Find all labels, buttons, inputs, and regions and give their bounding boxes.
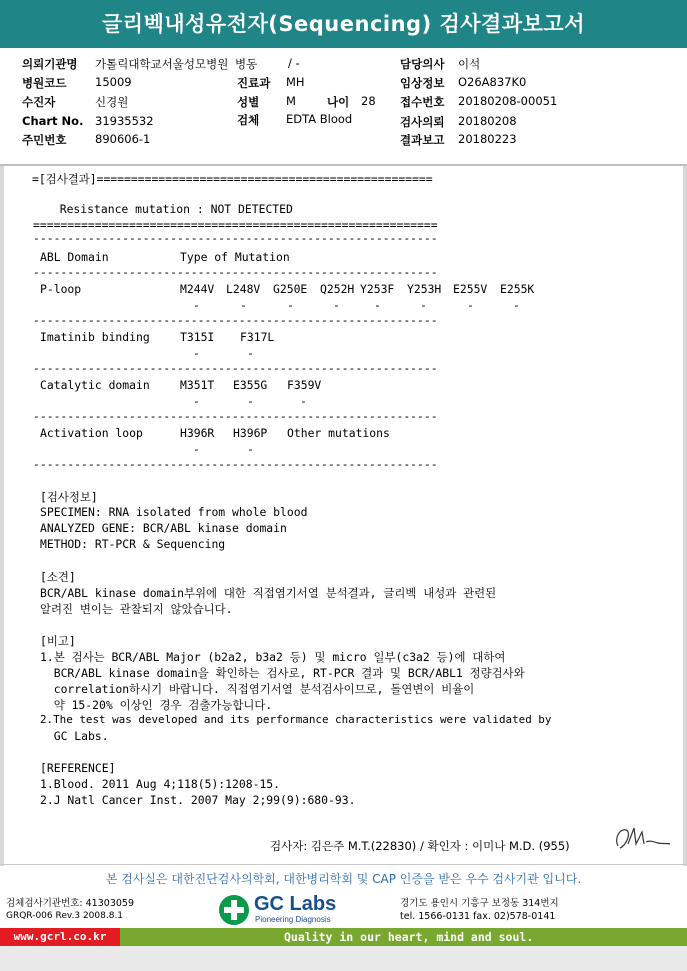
domain-imatinib-binding: Imatinib binding bbox=[40, 330, 150, 344]
specimen-label: 검체 bbox=[237, 113, 260, 127]
mutation-result-dash: - bbox=[193, 346, 200, 360]
mutation-result-dash: - bbox=[240, 298, 247, 312]
mutation-name: H396P bbox=[233, 426, 268, 440]
info-line: METHOD: RT-PCR & Sequencing bbox=[40, 537, 226, 551]
reference-line: 1.Blood. 2011 Aug 4;118(5):1208-15. bbox=[40, 777, 281, 791]
row-rule: ----------------------------------------------------------- bbox=[33, 361, 438, 375]
domain-catalytic: Catalytic domain bbox=[40, 378, 150, 392]
reference-section-header: [REFERENCE] bbox=[40, 761, 116, 775]
finding-line: 알려진 변이는 관찰되지 않았습니다. bbox=[40, 602, 233, 616]
resistance-result: Resistance mutation : NOT DETECTED bbox=[46, 202, 293, 216]
mutation-name: F359V bbox=[287, 378, 322, 392]
mutation-result-dash: - bbox=[193, 298, 200, 312]
row-rule: ----------------------------------------------------------- bbox=[33, 409, 438, 423]
ward-label: 병동 bbox=[235, 57, 258, 71]
result-section-header: =[검사결과]================================================= bbox=[32, 172, 433, 186]
mutation-name: Other mutations bbox=[287, 426, 390, 440]
mutation-result-dash: - bbox=[333, 298, 340, 312]
row-rule: ----------------------------------------------------------- bbox=[33, 313, 438, 327]
mutation-name: G250E bbox=[273, 282, 308, 296]
remark-line: BCR/ABL kinase domain을 확인하는 검사로, RT-PCR 결과 및 BCR/ABL1 정량검사와 bbox=[40, 666, 525, 680]
dept-label: 진료과 bbox=[237, 76, 271, 90]
report-date-label: 결과보고 bbox=[400, 133, 445, 147]
mutation-name: E255K bbox=[500, 282, 535, 296]
mutation-name: L248V bbox=[226, 282, 261, 296]
info-line: SPECIMEN: RNA isolated from whole blood bbox=[40, 505, 308, 519]
specimen-value: EDTA Blood bbox=[286, 112, 353, 126]
hospital-value: 가톨릭대학교서울성모병원 bbox=[95, 57, 229, 71]
form-number: GRQR-006 Rev.3 2008.8.1 bbox=[6, 911, 124, 921]
mutation-name: Q252H bbox=[320, 282, 355, 296]
remark-line: 1.본 검사는 BCR/ABL Major (b2a2, b3a2 등) 및 micro 일부(c3a2 등)에 대하여 bbox=[40, 650, 506, 664]
chart-label: Chart No. bbox=[22, 114, 84, 128]
lab-address: 경기도 용인시 기흥구 보정동 314번지 bbox=[400, 898, 559, 909]
resident-value: 890606-1 bbox=[95, 132, 151, 146]
mutation-result-dash: - bbox=[467, 298, 474, 312]
certification-notice: 본 검사실은 대한진단검사의학회, 대한병리학회 및 CAP 인증을 받은 우수 검사기관 입니다. bbox=[105, 872, 582, 886]
col-mutation-header: Type of Mutation bbox=[180, 250, 290, 264]
mutation-name: F317L bbox=[240, 330, 275, 344]
sex-value: M bbox=[286, 94, 296, 108]
hospital-label: 의뢰기관명 bbox=[22, 57, 78, 71]
info-line: ANALYZED GENE: BCR/ABL kinase domain bbox=[40, 521, 287, 535]
report-date-value: 20180223 bbox=[458, 132, 517, 146]
mutation-result-dash: - bbox=[247, 346, 254, 360]
age-value: 28 bbox=[361, 94, 376, 108]
doctor-label: 담당의사 bbox=[400, 57, 445, 71]
mutation-result-dash: - bbox=[193, 394, 200, 408]
mutation-name: E255V bbox=[453, 282, 488, 296]
mutation-result-dash: - bbox=[287, 298, 294, 312]
bottom-margin bbox=[0, 946, 687, 971]
footer-separator bbox=[0, 864, 687, 865]
remark-section-header: [비고] bbox=[40, 634, 76, 648]
request-value: 20180208 bbox=[458, 114, 517, 128]
mutation-name: Y253H bbox=[407, 282, 442, 296]
mutation-result-dash: - bbox=[247, 442, 254, 456]
mutation-result-dash: - bbox=[193, 442, 200, 456]
receipt-label: 접수번호 bbox=[400, 95, 445, 109]
table-header-rule: ----------------------------------------------------------- bbox=[33, 265, 438, 279]
gc-labs-logo bbox=[218, 894, 348, 928]
hospcode-value: 15009 bbox=[95, 75, 132, 89]
age-label: 나이 bbox=[327, 95, 350, 109]
sex-label: 성별 bbox=[237, 95, 260, 109]
mutation-name: H396R bbox=[180, 426, 215, 440]
report-title: 글리벡내성유전자(Sequencing) 검사결과보고서 bbox=[0, 0, 687, 48]
remark-line: GC Labs. bbox=[40, 729, 109, 743]
resident-label: 주민번호 bbox=[22, 133, 67, 147]
remark-line: correlation하시기 바랍니다. 직접염기서열 분석검사이므로, 돌연변이 비율이 bbox=[40, 682, 475, 696]
mutation-result-dash: - bbox=[247, 394, 254, 408]
logo-text: GC Labs bbox=[254, 893, 337, 915]
remark-line: 약 15-20% 이상인 경우 검출가능합니다. bbox=[40, 698, 273, 712]
table-top-rule: ----------------------------------------------------------- bbox=[33, 231, 438, 245]
mutation-result-dash: - bbox=[420, 298, 427, 312]
mutation-name: T315I bbox=[180, 330, 215, 344]
doctor-value: 이석 bbox=[458, 57, 481, 71]
gc-cross-icon bbox=[218, 894, 250, 926]
mutation-result-dash: - bbox=[300, 394, 307, 408]
domain-p-loop: P-loop bbox=[40, 282, 82, 296]
website-link[interactable]: www.gcrl.co.kr bbox=[0, 928, 120, 946]
hospcode-label: 병원코드 bbox=[22, 76, 67, 90]
mutation-name: Y253F bbox=[360, 282, 395, 296]
dept-value: MH bbox=[286, 75, 305, 89]
handwritten-signature bbox=[612, 820, 672, 856]
mutation-name: M351T bbox=[180, 378, 215, 392]
receipt-value: 20180208-00051 bbox=[458, 94, 558, 108]
clinical-label: 임상정보 bbox=[400, 76, 445, 90]
request-label: 검사의뢰 bbox=[400, 115, 445, 129]
table-top-double-rule: =========================================================== bbox=[33, 218, 438, 232]
chart-value: 31935532 bbox=[95, 114, 154, 128]
table-bottom-rule: ----------------------------------------------------------- bbox=[33, 457, 438, 471]
ward-value: / - bbox=[288, 56, 300, 70]
clinical-value: O26A837K0 bbox=[458, 75, 527, 89]
mutation-result-dash: - bbox=[513, 298, 520, 312]
col-abl-domain-header: ABL Domain bbox=[40, 250, 109, 264]
lab-phone: tel. 1566-0131 fax. 02)578-0141 bbox=[400, 911, 556, 922]
mutation-name: E355G bbox=[233, 378, 268, 392]
finding-line: BCR/ABL kinase domain부위에 대한 직접염기서열 분석결과, 글리벡 내성과 관련된 bbox=[40, 586, 497, 600]
finding-section-header: [소견] bbox=[40, 570, 76, 584]
mutation-name: M244V bbox=[180, 282, 215, 296]
slogan: Quality in our heart, mind and soul. bbox=[284, 930, 534, 944]
patient-label: 수진자 bbox=[22, 95, 56, 109]
institution-number: 검체검사기관번호: 41303059 bbox=[6, 898, 134, 909]
remark-line: 2.The test was developed and its performance characteristics were validated by bbox=[40, 713, 552, 726]
bottom-banner bbox=[0, 928, 687, 946]
logo-tagline: Pioneering Diagnosis bbox=[255, 915, 331, 924]
mutation-result-dash: - bbox=[374, 298, 381, 312]
domain-activation-loop: Activation loop bbox=[40, 426, 143, 440]
patient-value: 신경원 bbox=[95, 95, 129, 109]
info-section-header: [검사정보] bbox=[40, 490, 98, 504]
reference-line: 2.J Natl Cancer Inst. 2007 May 2;99(9):680-93. bbox=[40, 793, 356, 807]
signature-line: 검사자: 김은주 M.T.(22830) / 확인자 : 이미나 M.D. (955) bbox=[270, 839, 570, 853]
